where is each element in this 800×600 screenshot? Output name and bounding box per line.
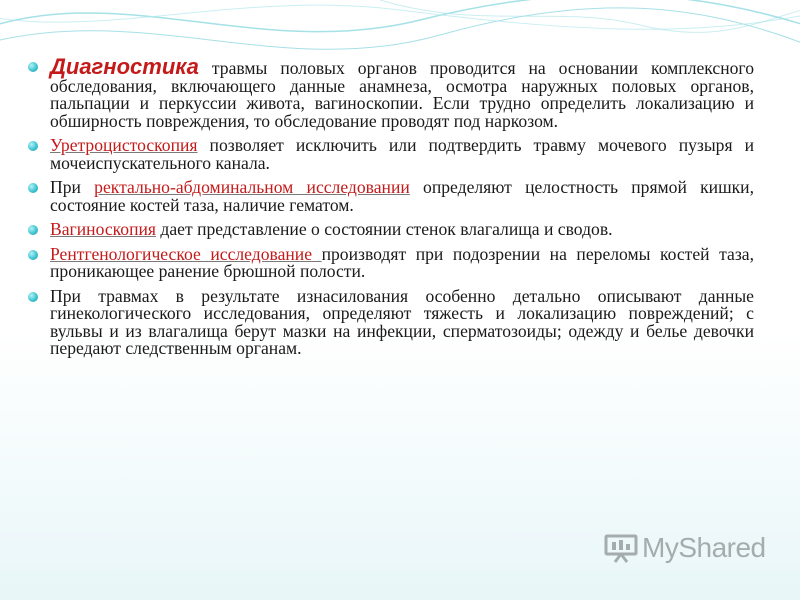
bullet-icon [28, 250, 38, 260]
list-item [28, 221, 754, 239]
item-text: травмы половых органов проводится на основании комплексного обследования, включающего данные анамнеза, осмотра наружных половых органов, пальпации и перкуссии живота, вагиноскопии. Если трудно определить локализацию и обширность повреждения, то обследование проводят под наркозом. [50, 58, 754, 131]
hyperlink-urethrocystoscopy[interactable]: Уретроцистоскопия [50, 135, 198, 155]
bullet-icon [28, 62, 38, 72]
bullet-icon [28, 225, 38, 235]
list-item [28, 243, 754, 281]
bullet-icon [28, 141, 38, 151]
item-text: определяют целостность прямой кишки, состояние костей таза, наличие гематом. [50, 177, 754, 215]
item-prefix: При [50, 177, 95, 197]
bullet-icon [28, 292, 38, 302]
bullet-list [28, 54, 754, 365]
list-item [28, 54, 754, 131]
item-text: При травмах в результате изнасилования особенно детально описывают данные гинекологического исследования, определяют тяжесть и локализацию повреждений; с вульвы и из влагалища берут мазки на инфекции, сперматозоиды; одежду и белье девочки передают следственным органам. [50, 285, 754, 358]
watermark-text: MyShared [642, 532, 766, 563]
item-text: позволяет исключить или подтвердить травму мочевого пузыря и мочеиспускательного канала. [50, 135, 754, 173]
list-item [28, 285, 754, 358]
presentation-board-icon [604, 533, 638, 563]
list-item [28, 137, 754, 172]
hyperlink-x-ray-exam[interactable]: Рентгенологическое исследование [50, 243, 322, 264]
bullet-icon [28, 183, 38, 193]
item-text: производят при подозрении на переломы костей таза, проникающее ранение брюшной полости. [50, 243, 754, 281]
lead-term: Диагностика [50, 54, 199, 79]
item-text: дает представление о состоянии стенок влагалища и сводов. [156, 219, 613, 239]
watermark [604, 532, 766, 564]
list-item [28, 179, 754, 214]
hyperlink-vaginoscopy[interactable]: Вагиноскопия [50, 219, 157, 239]
hyperlink-rectal-abdominal-exam[interactable]: ректально-абдоминальном исследовании [94, 177, 410, 197]
